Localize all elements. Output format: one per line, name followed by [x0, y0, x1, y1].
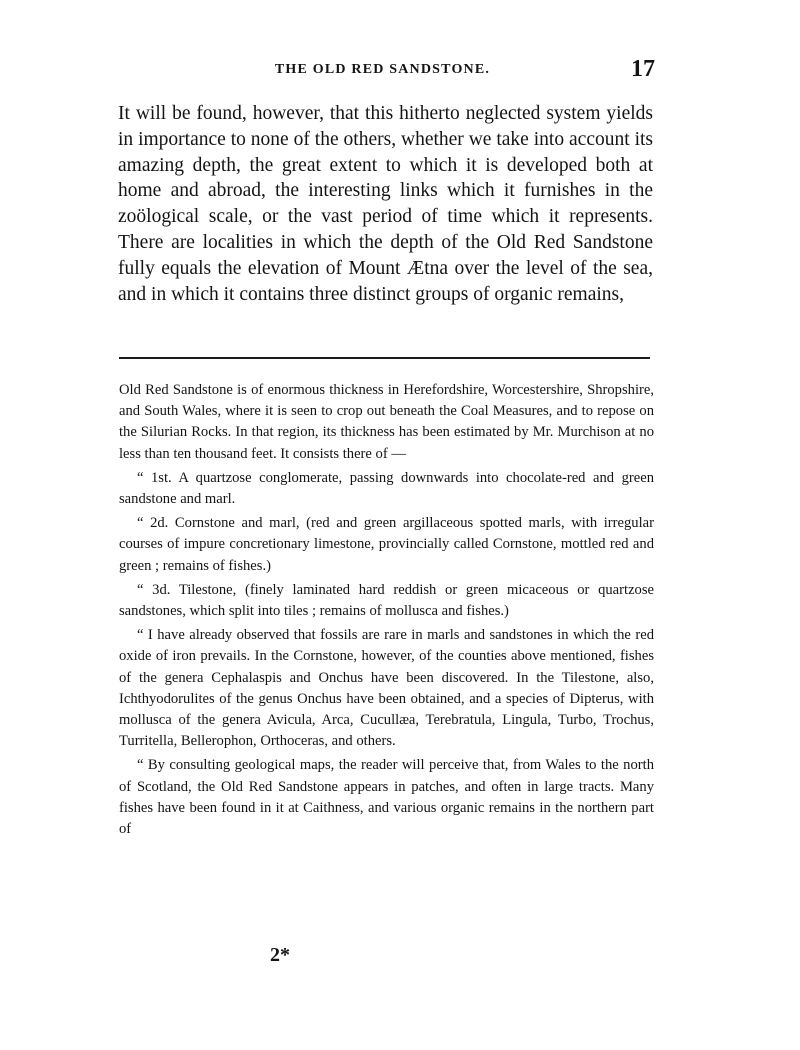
running-title: THE OLD RED SANDSTONE. [274, 62, 491, 77]
footnote-paragraph: “ 2d. Cornstone and marl, (red and green argillaceous spotted marls, with irregular courses of impure concretionary limestone, provincially called Cornstone, mottled red and green ; remains of fishes.) [119, 515, 654, 574]
footnote-paragraph: “ 3d. Tilestone, (finely laminated hard reddish or green micaceous or quartzose sandstones, which split into tiles ; remains of mollusca and fishes.) [119, 581, 654, 620]
page-number: 17 [631, 56, 655, 82]
footnote-paragraph: Old Red Sandstone is of enormous thickness in Herefordshire, Worcestershire, Shropshire, and South Wales, where it is seen to crop out beneath the Coal Measures, and to repose on the Silurian Rocks. In that region, its thickness has been estimated by Mr. Murchison at no less than ten thousand feet. It consists there of — [119, 382, 654, 462]
signature-mark: 2* [270, 944, 290, 966]
footnote-divider [119, 357, 650, 359]
footnote [119, 380, 654, 843]
body-paragraph: It will be found, however, that this hitherto neglected system yields in importance to none of the others, whether we take into account its amazing depth, the great extent to which it is developed both at home and abroad, the interesting links which it furnishes in the zoölogical scale, or the vast period of time which it represents. There are localities in which the depth of the Old Red Sandstone fully equals the elevation of Mount Ætna over the level of the sea, and in which it contains three distinct groups of organic remains, [118, 103, 653, 305]
footnote-paragraph: “ I have already observed that fossils are rare in marls and sandstones in which the red oxide of iron prevails. In the Cornstone, however, of the counties above mentioned, fishes of the genera Cephalaspis and Onchus have been discovered. In the Tilestone, also, Ichthyodorulites of the genus Onchus have been obtained, and a species of Dipterus, with mollusca of the genera Avicula, Arca, Cucullæa, Terebratula, Lingula, Turbo, Trochus, Turritella, Bellerophon, Orthoceras, and others. [119, 627, 654, 750]
running-head [110, 58, 655, 88]
footnote-paragraph: “ By consulting geological maps, the reader will perceive that, from Wales to the north of Scotland, the Old Red Sandstone appears in patches, and often in large tracts. Many fishes have been found in it at Caithness, and various organic remains in the northern part of [119, 757, 654, 838]
footnote-paragraph: “ 1st. A quartzose conglomerate, passing downwards into chocolate-red and green sandstone and marl. [119, 469, 654, 508]
